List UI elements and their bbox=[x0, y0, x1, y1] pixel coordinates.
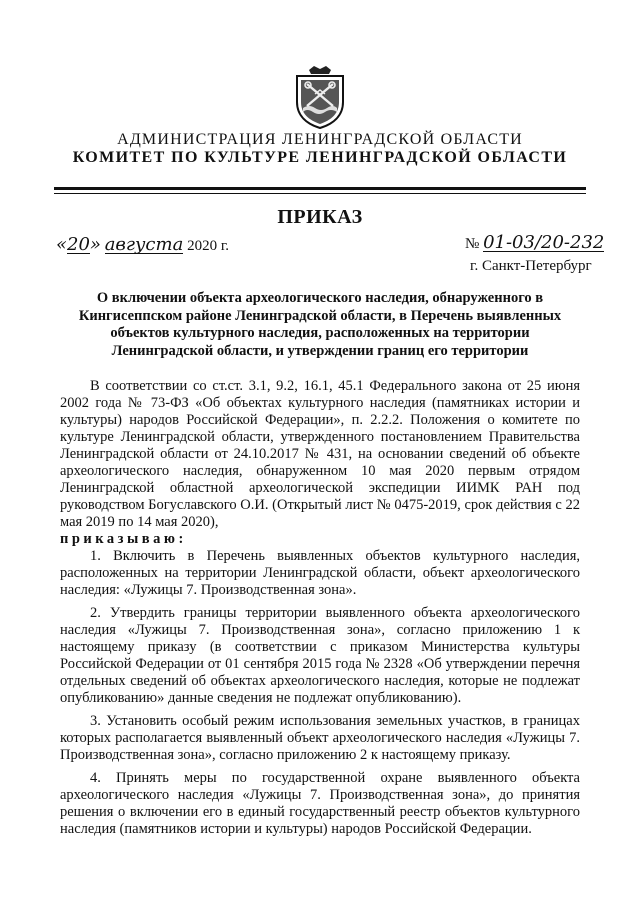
document-body bbox=[60, 378, 580, 838]
date-open-quote: « bbox=[56, 234, 68, 255]
number-label: № bbox=[465, 236, 480, 252]
date-year: 2020 г. bbox=[187, 238, 230, 254]
organization-name: АДМИНИСТРАЦИЯ ЛЕНИНГРАДСКОЙ ОБЛАСТИ bbox=[117, 131, 523, 148]
coat-of-arms-icon bbox=[293, 64, 347, 130]
header-divider-thin bbox=[54, 193, 586, 194]
order-item-1: 1. Включить в Перечень выявленных объектов культурного наследия, расположенных на территории Ленинградской области, объект археологического наследия: «Лужицы 7. Производственная зона». bbox=[60, 548, 580, 598]
document-number bbox=[465, 234, 604, 253]
date-day: 20 bbox=[67, 234, 90, 255]
order-word: приказываю: bbox=[60, 531, 187, 547]
committee-name: КОМИТЕТ ПО КУЛЬТУРЕ ЛЕНИНГРАДСКОЙ ОБЛАСТИ bbox=[72, 149, 568, 166]
number-value: 01-03/20-232 bbox=[483, 232, 605, 253]
order-item-4: 4. Принять меры по государственной охране выявленного объекта археологического наследия «Лужицы 7. Производственная зона», до принятия решения о включении его в единый государственный реестр объектов культурного наследия (памятников истории и культуры) народов Российской Федерации. bbox=[60, 770, 580, 837]
document-date bbox=[56, 234, 229, 255]
document-subject: О включении объекта археологического наследия, обнаруженного в Кингисеппском районе Ленинградской области, в Перечень выявленных объектов культурного наследия, расположенных на территории Ленинградской области, и утверждении границ его территории bbox=[78, 290, 562, 359]
date-close-quote: » bbox=[89, 234, 101, 255]
date-month: августа bbox=[104, 234, 184, 255]
order-paragraph bbox=[60, 531, 580, 548]
document-title: ПРИКАЗ bbox=[277, 206, 363, 228]
order-item-3: 3. Установить особый режим использования земельных участков, в границах которых располагается выявленный объект археологического наследия «Лужицы 7. Производственная зона», согласно приложению 2 к настоящему приказу. bbox=[60, 713, 580, 763]
header-divider-thick bbox=[54, 187, 586, 190]
document-place: г. Санкт-Петербург bbox=[470, 258, 592, 274]
order-item-2: 2. Утвердить границы территории выявленного объекта археологического наследия «Лужицы 7. Производственная зона», согласно приложению 1 к настоящему приказу (в соответствии с приказом Министерства культуры Российской Федерации от 01 сентября 2015 года № 2328 «Об утверждении перечня отдельных сведений об объектах археологического наследия, которые не подлежат опубликованию» данные сведения не подлежат опубликованию). bbox=[60, 605, 580, 706]
preamble-paragraph: В соответствии со ст.ст. 3.1, 9.2, 16.1, 45.1 Федерального закона от 25 июня 2002 года № 73-ФЗ «Об объектах культурного наследия (памятниках истории и культуры) народов Российской Федерации», п. 2.2.2. Положения о комитете по культуре Ленинградской области, утвержденного постановлением Правительства Ленинградской области от 24.10.2017 № 431, на основании сведений об объекте археологического наследия, обнаруженном 10 мая 2020 первым отрядом Ленинградской областной археологической экспедиции ИИМК РАН под руководством Богуславского О.И. (Открытый лист № 0475-2019, срок действия с 22 мая 2019 по 14 мая 2020), bbox=[60, 378, 580, 530]
